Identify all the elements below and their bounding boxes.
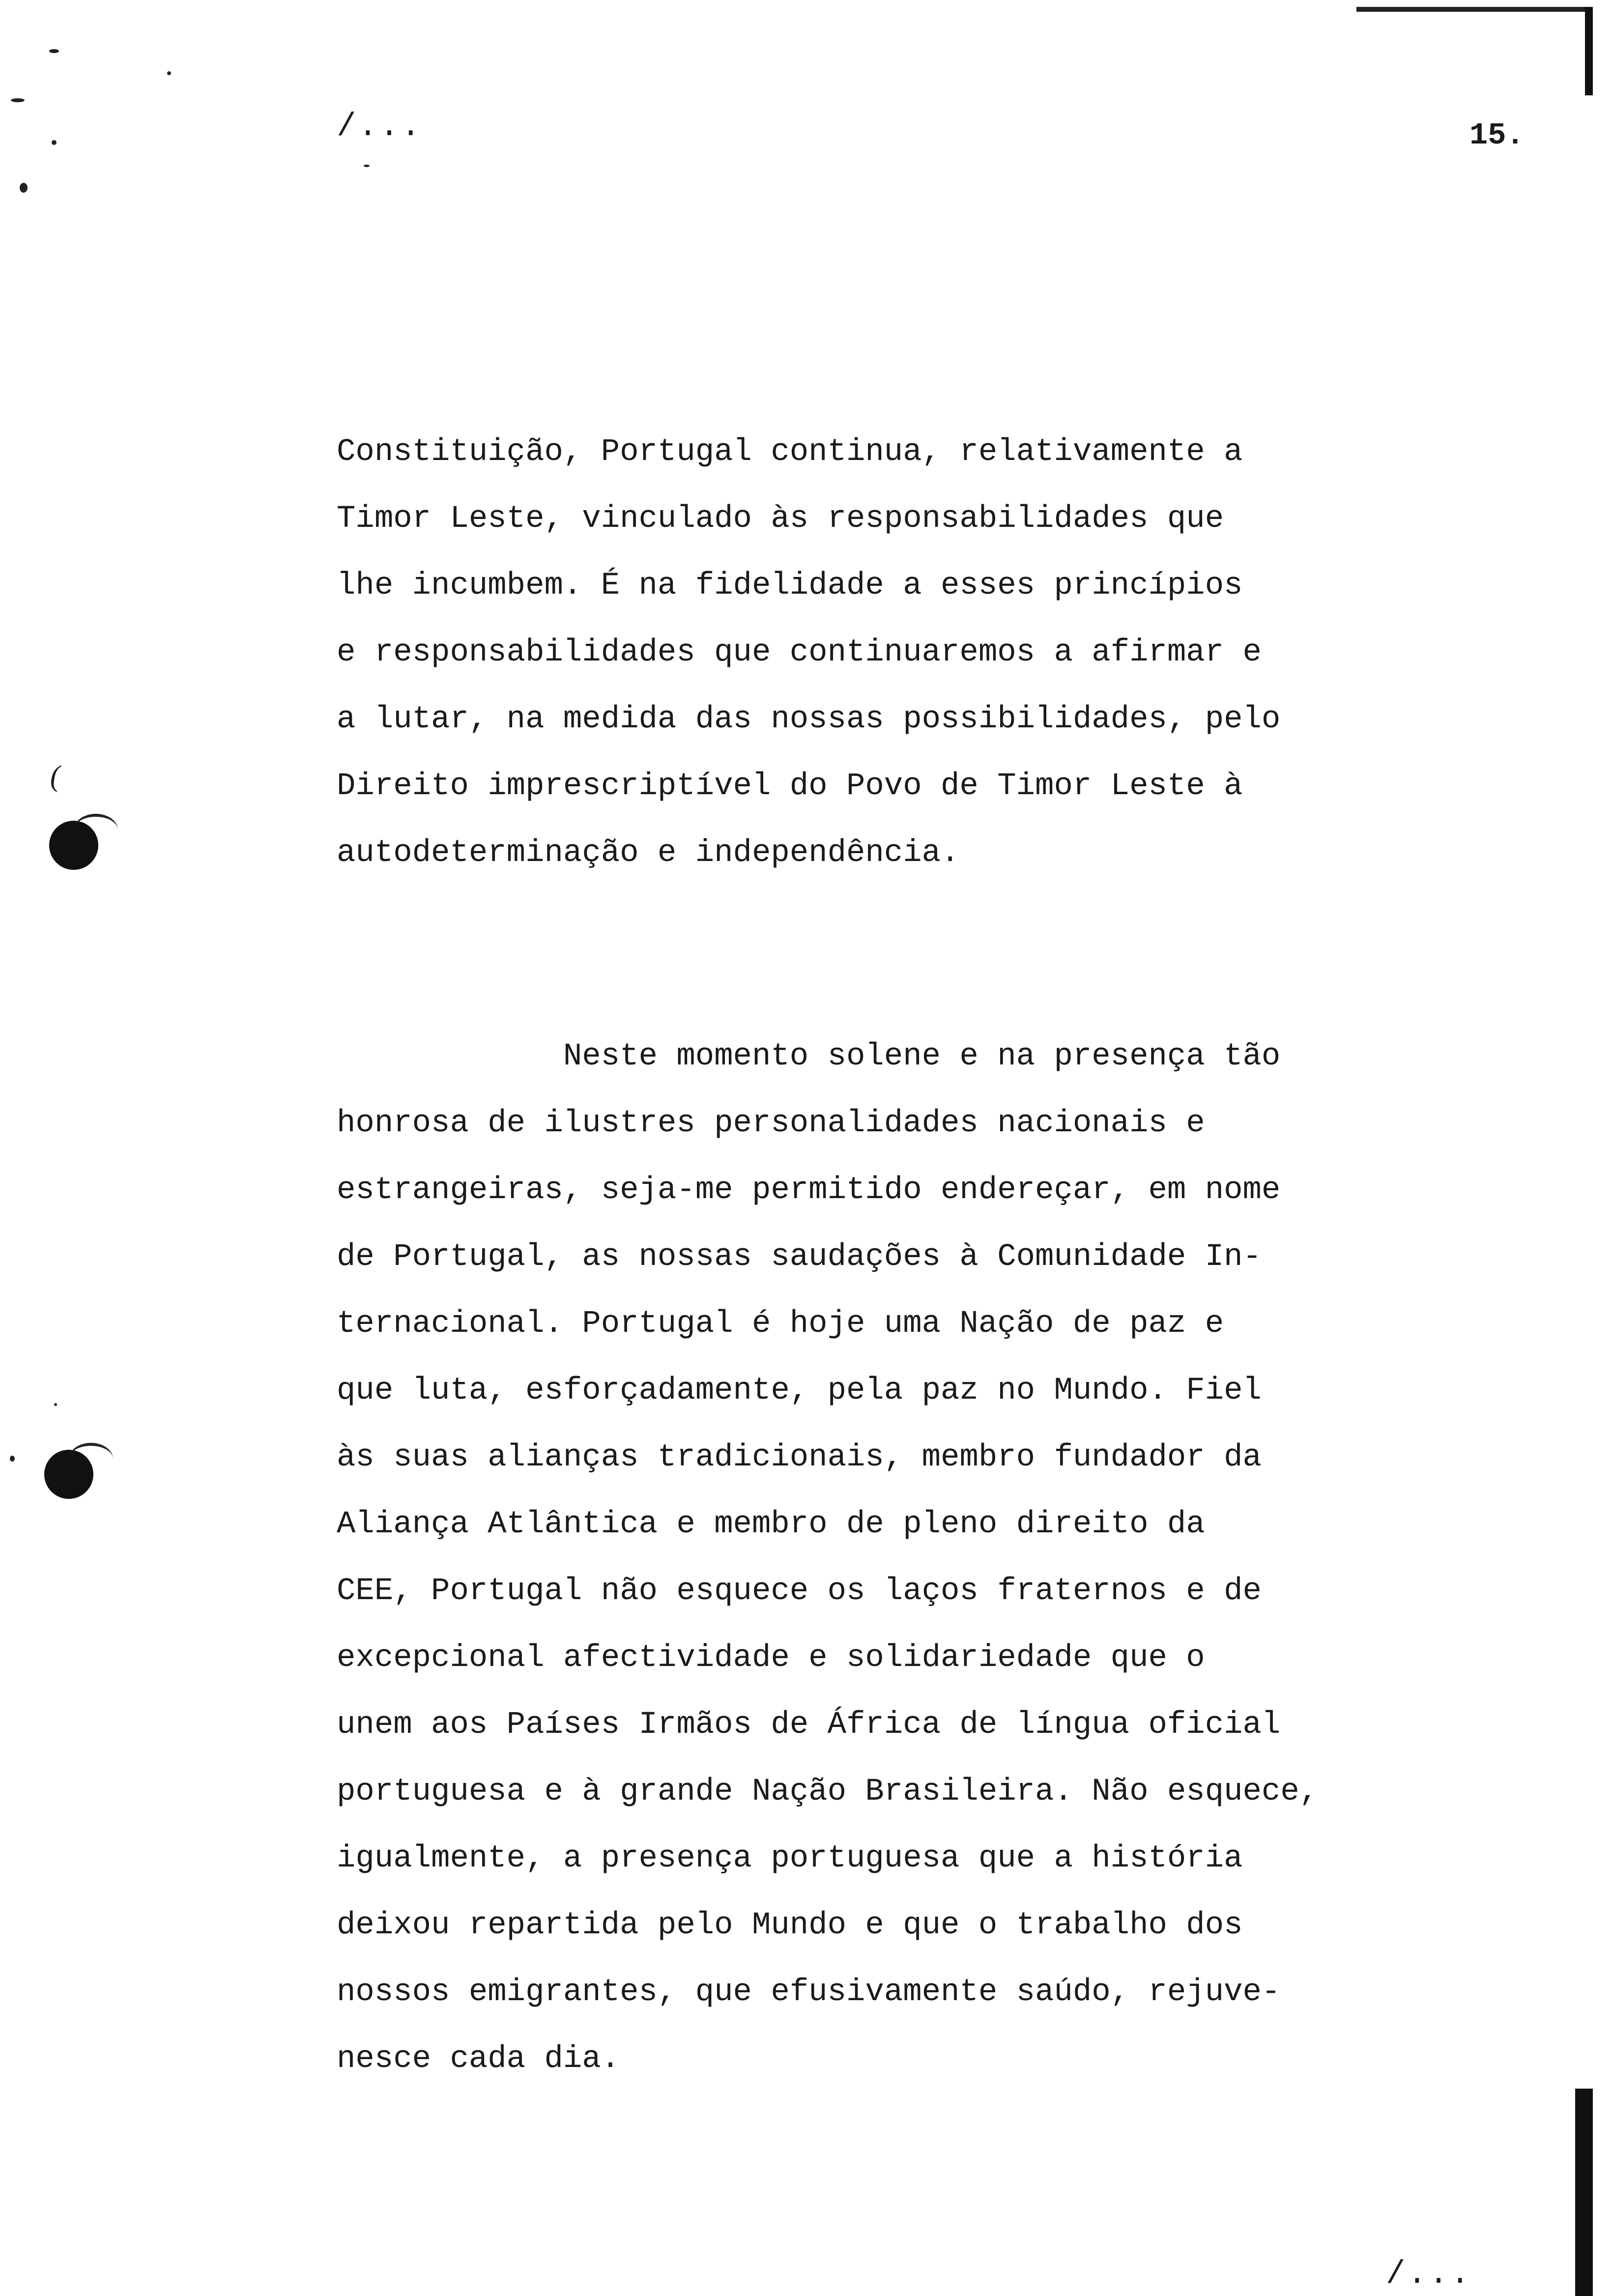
scan-speck xyxy=(54,1403,57,1406)
text-line: honrosa de ilustres personalidades nacionais e xyxy=(337,1106,1205,1141)
text-line: autodeterminação e independência. xyxy=(337,835,960,871)
margin-mark: ( xyxy=(50,760,60,792)
text-line: ternacional. Portugal é hoje uma Nação de paz e xyxy=(337,1306,1224,1342)
text-line: Constituição, Portugal continua, relativamente a xyxy=(337,434,1243,470)
text-line: portuguesa e à grande Nação Brasileira. Não esquece, xyxy=(337,1774,1319,1809)
text-line: CEE, Portugal não esquece os laços fraternos e de xyxy=(337,1574,1262,1609)
text-line: estrangeiras, seja-me permitido endereçar, em nome xyxy=(337,1173,1281,1208)
text-line: Timor Leste, vinculado às responsabilidades que xyxy=(337,501,1224,537)
text-line: unem aos Países Irmãos de África de língua oficial xyxy=(337,1707,1281,1743)
text-line: deixou repartida pelo Mundo e que o trabalho dos xyxy=(337,1908,1243,1943)
continuation-mark-top: /... xyxy=(337,108,423,145)
text-line: Aliança Atlântica e membro de pleno direito da xyxy=(337,1507,1205,1542)
scan-speck xyxy=(11,98,25,102)
text-line: Neste momento solene e na presença tão xyxy=(337,1039,1281,1074)
text-line: igualmente, a presença portuguesa que a história xyxy=(337,1841,1243,1876)
text-line: nossos emigrantes, que efusivamente saúdo, rejuve- xyxy=(337,1975,1281,2010)
text-line: que luta, esforçadamente, pela paz no Mundo. Fiel xyxy=(337,1373,1262,1408)
text-line: Direito imprescriptível do Povo de Timor Leste à xyxy=(337,769,1243,804)
text-line: excepcional afectividade e solidariedade que o xyxy=(337,1640,1205,1676)
punch-hole xyxy=(44,1450,93,1499)
scan-speck xyxy=(49,49,59,53)
text-line: às suas alianças tradicionais, membro fundador da xyxy=(337,1440,1262,1475)
paragraph xyxy=(337,1023,1418,2093)
paragraph xyxy=(337,419,1418,887)
scan-edge-right-bottom xyxy=(1575,2089,1593,2296)
scan-speck xyxy=(167,71,171,75)
text-line: nesce cada dia. xyxy=(337,2041,620,2077)
continuation-mark-bottom: /... xyxy=(1386,2256,1472,2293)
scan-speck xyxy=(20,183,28,193)
scan-edge-right-top xyxy=(1585,7,1593,95)
text-line: de Portugal, as nossas saudações à Comunidade In- xyxy=(337,1239,1262,1275)
text-line: a lutar, na medida das nossas possibilidades, pelo xyxy=(337,702,1281,737)
page-number: 15. xyxy=(1469,118,1525,153)
text-line: e responsabilidades que continuaremos a afirmar e xyxy=(337,635,1262,670)
scan-speck xyxy=(10,1456,15,1462)
text-line: lhe incumbem. É na fidelidade a esses princípios xyxy=(337,568,1243,603)
scan-edge-top xyxy=(1356,7,1592,12)
punch-hole xyxy=(49,821,98,870)
scan-speck xyxy=(52,140,57,145)
scan-speck xyxy=(364,165,370,167)
